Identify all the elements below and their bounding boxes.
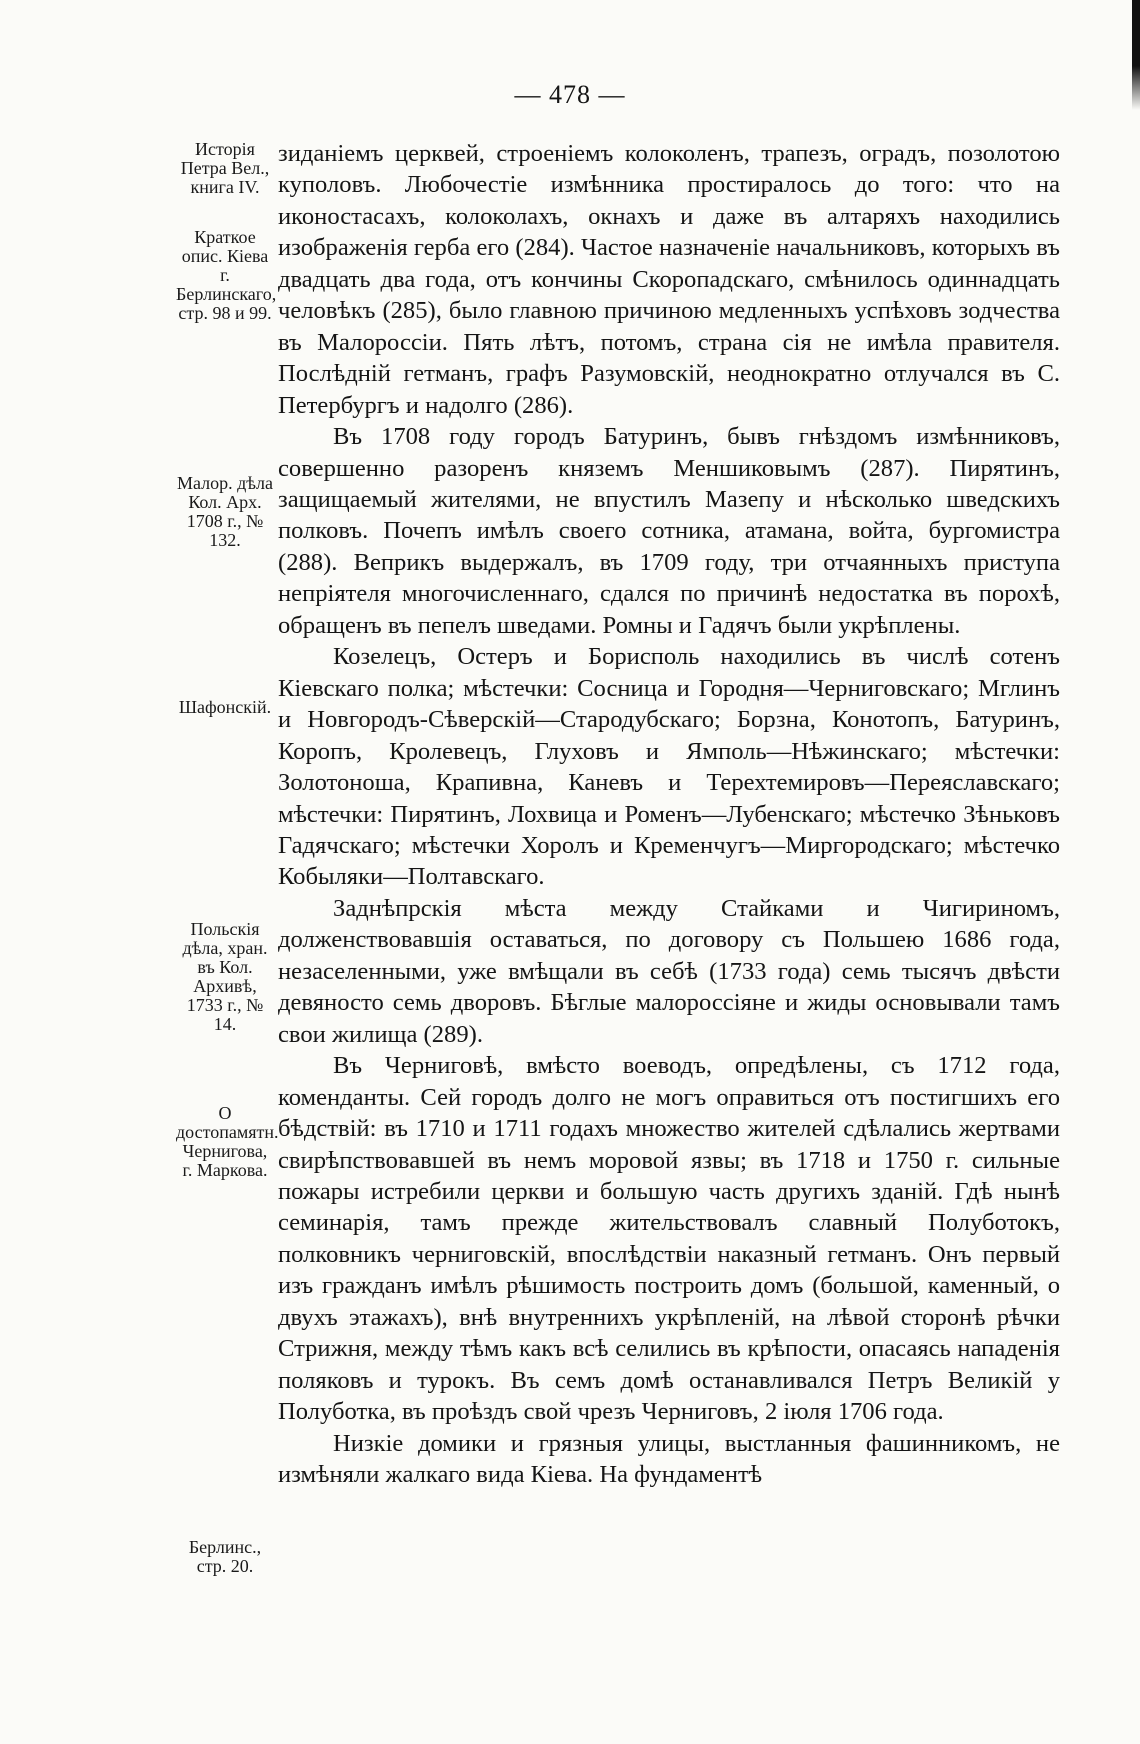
paragraph-4: Заднѣпрскія мѣста между Стайками и Чигириномъ, долженствовавшія оставаться, по договору съ Польшею 1686 года, незаселенными, уже вмѣщали въ себѣ (1733 года) семь тысячъ двѣсти девяносто семь дворовъ. Бѣглые малороссіяне и жиды основывали тамъ свои жилища (289). [278, 894, 1060, 1048]
main-text [278, 138, 1060, 1490]
margin-note-berlins: Берлинс., стр. 20. [188, 1537, 262, 1576]
margin-note-malor-dela: Малор. дѣла Кол. Арх. 1708 г., № 132. [176, 473, 274, 550]
paragraph-5: Въ Черниговѣ, вмѣсто воеводъ, опредѣлены, съ 1712 года, коменданты. Сей городъ долго не могъ оправиться отъ постигшихъ его бѣдствій: въ 1710 и 1711 годахъ множество жителей сдѣлались жертвами свирѣпствовавшей въ немъ моровой язвы; въ 1718 и 1750 г. сильные пожары истребили церкви и большую часть другихъ зданій. Гдѣ нынѣ семинарія, тамъ прежде жительствовалъ славный Полуботокъ, полковникъ черниговскій, впослѣдствіи наказный гетманъ. Онъ первый изъ гражданъ имѣлъ рѣшимость построить домъ (большой, каменный, о двухъ этажахъ), внѣ внутреннихъ укрѣпленій, на лѣвой сторонѣ рѣчки Стрижня, между тѣмъ какъ всѣ селились въ крѣпости, опасаясь нападенія поляковъ и турокъ. Въ семъ домѣ останавливался Петръ Великій у Полуботка, въ проѣздъ свой чрезъ Черниговъ, 2 іюля 1706 года. [278, 1052, 1060, 1426]
paragraph-2: Въ 1708 году городъ Батуринъ, бывъ гнѣздомъ измѣнниковъ, совершенно разоренъ княземъ Меншиковымъ (287). Пирятинъ, защищаемый жителями, не впустилъ Мазепу и нѣсколько шведскихъ полковъ. Почепъ имѣлъ своего сотника, атамана, войта, бургомистра (288). Веприкъ выдержалъ, въ 1709 году, три отчаянныхъ приступа непріятеля многочисленнаго, сдался по причинѣ недостатка въ порохѣ, обращенъ въ пепелъ шведами. Ромны и Гадячъ были укрѣплены. [278, 423, 1060, 639]
margin-note-istoriya-petra: Исторія Петра Вел., книга IV. [180, 139, 270, 197]
paragraph-1: зиданіемъ церквей, строеніемъ колоколенъ, трапезъ, оградъ, позолотою куполовъ. Любочестіе измѣнника простиралось до того: что на иконостасахъ, колоколахъ, окнахъ и даже въ алтаряхъ находились изображенія герба его (284). Частое назначеніе начальниковъ, которыхъ въ двадцать два года, отъ кончины Скоропадскаго, смѣнилось одиннадцать человѣкъ (285), было главною причиною медленныхъ успѣховъ зодчества въ Малороссіи. Пять лѣтъ, потомъ, страна сія не имѣла правителя. Послѣдній гетманъ, графъ Разумовскій, неоднократно отлучался въ С. Петербургъ и надолго (286). [278, 140, 1060, 419]
margin-note-kratkoe-opis: Краткое опис. Кіева г. Берлинскаго, стр. 98 и 99. [176, 227, 277, 323]
paragraph-6: Низкіе домики и грязныя улицы, выстланныя фашинникомъ, не измѣняли жалкаго вида Кіева. На фундаментѣ [278, 1429, 1060, 1489]
margin-note-polskiya-dela: Польскія дѣла, хран. въ Кол. Архивѣ, 1733 г., № 14. [182, 919, 268, 1034]
paragraph-3: Козелецъ, Остеръ и Борисполь находились въ числѣ сотенъ Кіевскаго полка; мѣстечки: Сосница и Городня—Черниговскаго; Мглинъ и Новгородъ-Сѣверскій—Стародубскаго; Борзна, Конотопъ, Батуринъ, Коропъ, Кролевецъ, Глуховъ и Ямполь—Нѣжинскаго; мѣстечки: Золотоноша, Крапивна, Каневъ и Терехтемировъ—Переяславскаго; мѣстечки: Пирятинъ, Лохвица и Роменъ—Лубенскаго; мѣстечко Зѣньковъ Гадячскаго; мѣстечки Хоролъ и Кременчугъ—Миргородскаго; мѣстечко Кобыляки—Полтавскаго. [278, 643, 1060, 891]
page-number: — 478 — [514, 80, 626, 109]
margin-note-shafonsky: Шафонскій. [178, 697, 272, 717]
margin-note-markova: О достопамятн. Чернигова, г. Маркова. [176, 1103, 279, 1180]
